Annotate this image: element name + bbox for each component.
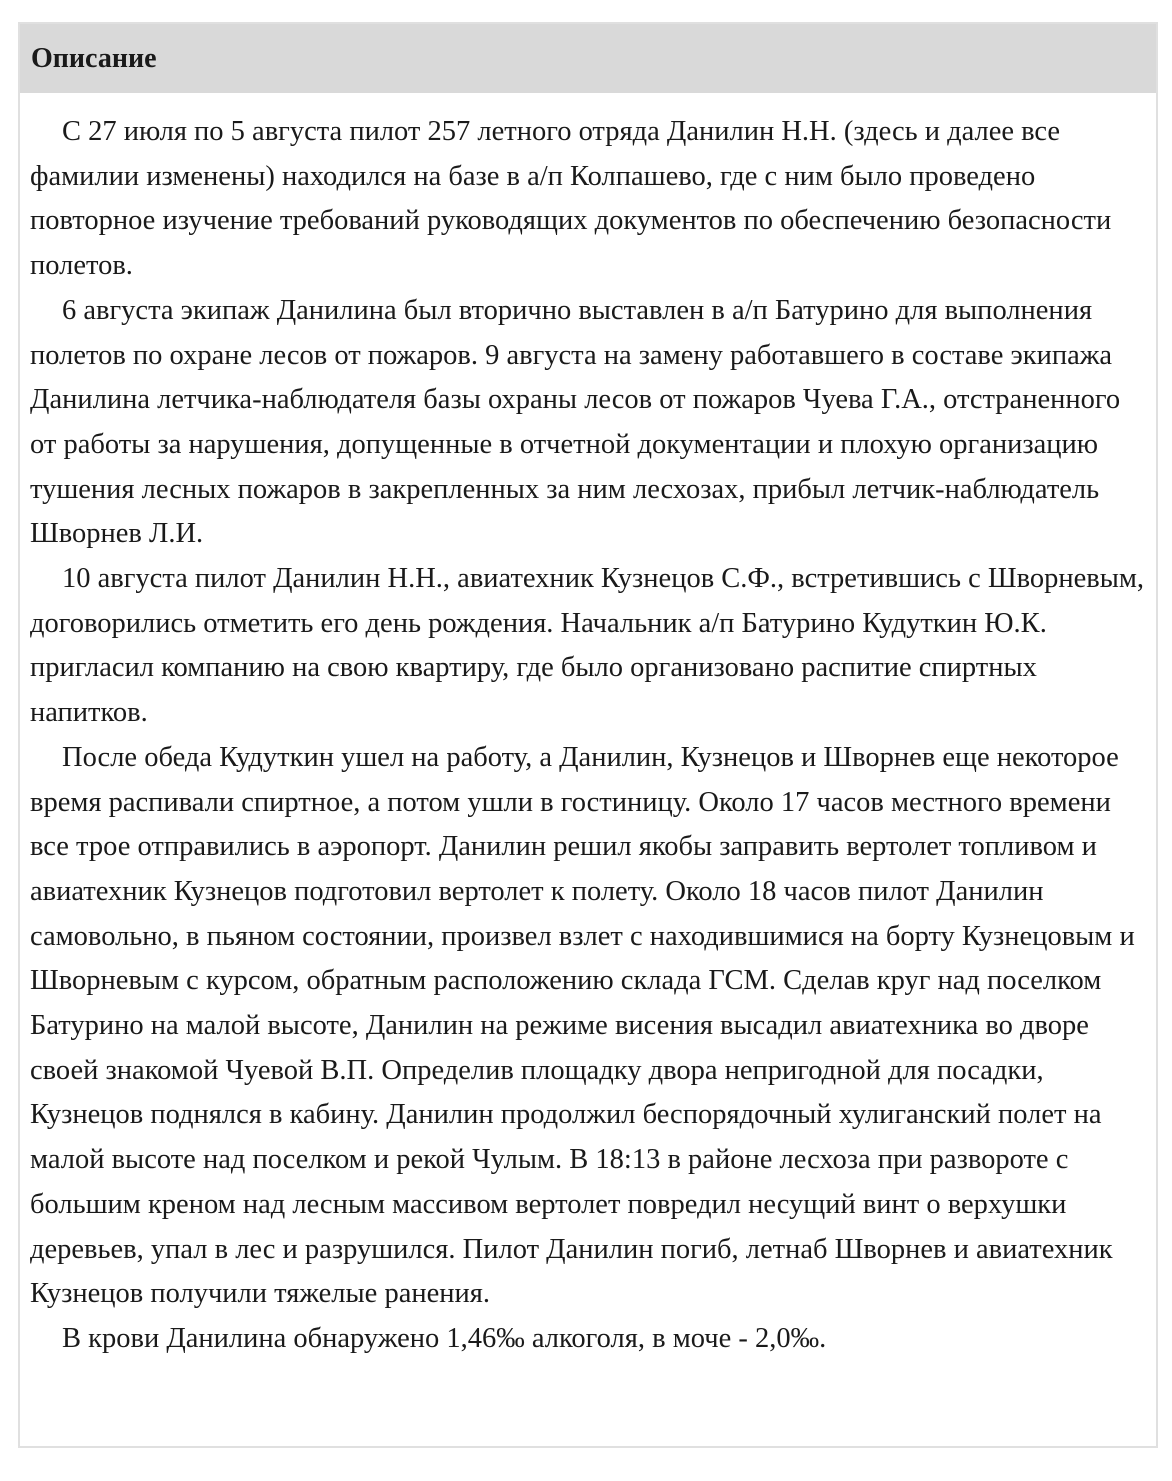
section-title: Описание xyxy=(20,24,1156,93)
paragraph: 6 августа экипаж Данилина был вторично выставлен в а/п Батурино для выполнения полетов по охране лесов от пожаров. 9 августа на замену работавшего в составе экипажа Данилина летчика-наблюдателя базы охраны лесов от пожаров Чуева Г.А., отстраненного от работы за нарушения, допущенные в отчетной документации и плохую организацию тушения лесных пожаров в закрепленных за ним лесхозах, прибыл летчик-наблюдатель Шворнев Л.И. xyxy=(30,294,1121,550)
paragraph: В крови Данилина обнаружено 1,46‰ алкоголя, в моче - 2,0‰. xyxy=(62,1322,827,1354)
description-body xyxy=(20,93,1156,1362)
paragraph: После обеда Кудуткин ушел на работу, а Данилин, Кузнецов и Шворнев еще некоторое время распивали спиртное, а потом ушли в гостиницу. Около 17 часов местного времени все трое отправились в аэропорт. Данилин решил якобы заправить вертолет топливом и авиатехник Кузнецов подготовил вертолет к полету. Около 18 часов пилот Данилин самовольно, в пьяном состоянии, произвел взлет с находившимися на борту Кузнецовым и Шворневым с курсом, обратным расположению склада ГСМ. Сделав круг над поселком Батурино на малой высоте, Данилин на режиме висения высадил авиатехника во дворе своей знакомой Чуевой В.П. Определив площадку двора непригодной для посадки, Кузнецов поднялся в кабину. Данилин продолжил беспорядочный хулиганский полет на малой высоте над поселком и рекой Чулым. В 18:13 в районе лесхоза при развороте с большим креном над лесным массивом вертолет повредил несущий винт о верхушки деревьев, упал в лес и разрушился. Пилот Данилин погиб, летнаб Шворнев и авиатехник Кузнецов получили тяжелые ранения. xyxy=(30,741,1135,1310)
description-panel xyxy=(18,22,1158,1448)
paragraph: 10 августа пилот Данилин Н.Н., авиатехник Кузнецов С.Ф., встретившись с Шворневым, договорились отметить его день рождения. Начальник а/п Батурино Кудуткин Ю.К. пригласил компанию на свою квартиру, где было организовано распитие спиртных напитков. xyxy=(30,563,1145,729)
paragraph: С 27 июля по 5 августа пилот 257 летного отряда Данилин Н.Н. (здесь и далее все фамилии изменены) находился на базе в а/п Колпашево, где с ним было проведено повторное изучение требований руководящих документов по обеспечению безопасности полетов. xyxy=(30,116,1112,282)
